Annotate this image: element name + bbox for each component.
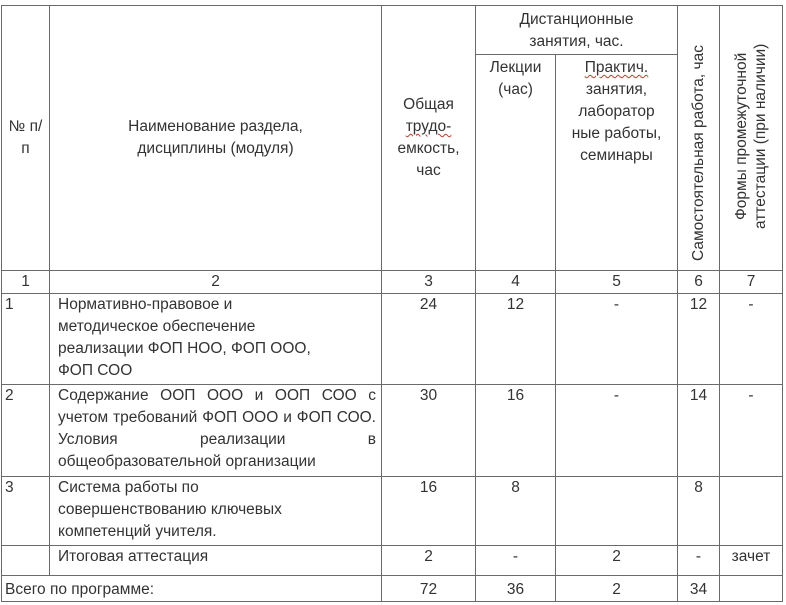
row-self: 8 (678, 477, 720, 546)
header-distance-text: Дистанционные занятия, час. (519, 11, 634, 50)
row-name: Нормативно-правовое и методическое обеспечение реализации ФОП НОО, ФОП ООО, ФОП СОО (50, 294, 382, 385)
total-total: 72 (382, 576, 476, 602)
row-form: - (720, 385, 783, 477)
col-num-3: 3 (382, 271, 476, 294)
total-practice: 2 (556, 576, 678, 602)
curriculum-table (1, 5, 783, 602)
row-lectures: - (476, 546, 556, 576)
table-row (2, 294, 783, 385)
row-total: 30 (382, 385, 476, 477)
header-total-wavy: трудо- (405, 118, 452, 135)
row-form: - (720, 294, 783, 385)
total-lectures: 36 (476, 576, 556, 602)
row-num (2, 546, 50, 576)
header-forms-text: Формы промежуточной аттестации (при наличии) (733, 43, 769, 229)
header-distance (476, 6, 678, 55)
row-self: 12 (678, 294, 720, 385)
header-self-study (678, 6, 720, 271)
col-num-1: 1 (2, 271, 50, 294)
row-practice (556, 477, 678, 546)
header-forms (720, 6, 783, 271)
header-practice-wavy: Практич. (584, 59, 649, 76)
row-name: Содержание ООП ООО и ООП СОО с учетом требований ФОП ООО и ФОП СОО. Условия реализации в общеобразовательной организации (50, 385, 382, 477)
table-row (2, 385, 783, 477)
row-total: 2 (382, 546, 476, 576)
total-self: 34 (678, 576, 720, 602)
total-label: Всего по программе: (2, 576, 382, 602)
header-total-line3: емкость, час (397, 140, 460, 179)
header-practice (556, 55, 678, 271)
row-self: 14 (678, 385, 720, 477)
header-practice-rest: занятия, лаборатор ные работы, семинары (571, 81, 662, 164)
row-form: зачет (720, 546, 783, 576)
header-name-text: Наименование раздела, дисциплины (модуля) (128, 118, 303, 157)
header-row-1 (2, 6, 783, 55)
row-lectures: 16 (476, 385, 556, 477)
row-total: 24 (382, 294, 476, 385)
total-form (720, 576, 783, 602)
col-num-4: 4 (476, 271, 556, 294)
table-row (2, 477, 783, 546)
col-num-6: 6 (678, 271, 720, 294)
header-lectures (476, 55, 556, 271)
row-total: 16 (382, 477, 476, 546)
header-name (50, 6, 382, 271)
header-total-line2 (385, 116, 472, 138)
header-self-study-text: Самостоятельная работа, час (689, 45, 707, 261)
row-num: 1 (2, 294, 50, 385)
header-lectures-text: Лекции (час) (489, 59, 542, 98)
row-lectures: 12 (476, 294, 556, 385)
row-self: - (678, 546, 720, 576)
col-num-7: 7 (720, 271, 783, 294)
row-practice: 2 (556, 546, 678, 576)
col-num-5: 5 (556, 271, 678, 294)
header-num-text: № п/п (8, 118, 43, 157)
col-num-2: 2 (50, 271, 382, 294)
row-name: Система работы по совершенствованию ключевых компетенций учителя. (50, 477, 382, 546)
total-row (2, 576, 783, 602)
row-name: Итоговая аттестация (50, 546, 382, 576)
row-form (720, 477, 783, 546)
row-num: 2 (2, 385, 50, 477)
row-practice: - (556, 294, 678, 385)
row-practice: - (556, 385, 678, 477)
row-lectures: 8 (476, 477, 556, 546)
header-num (2, 6, 50, 271)
table-row (2, 546, 783, 576)
header-total-line1: Общая (403, 96, 454, 113)
row-num: 3 (2, 477, 50, 546)
column-numbers-row (2, 271, 783, 294)
header-total (382, 6, 476, 271)
